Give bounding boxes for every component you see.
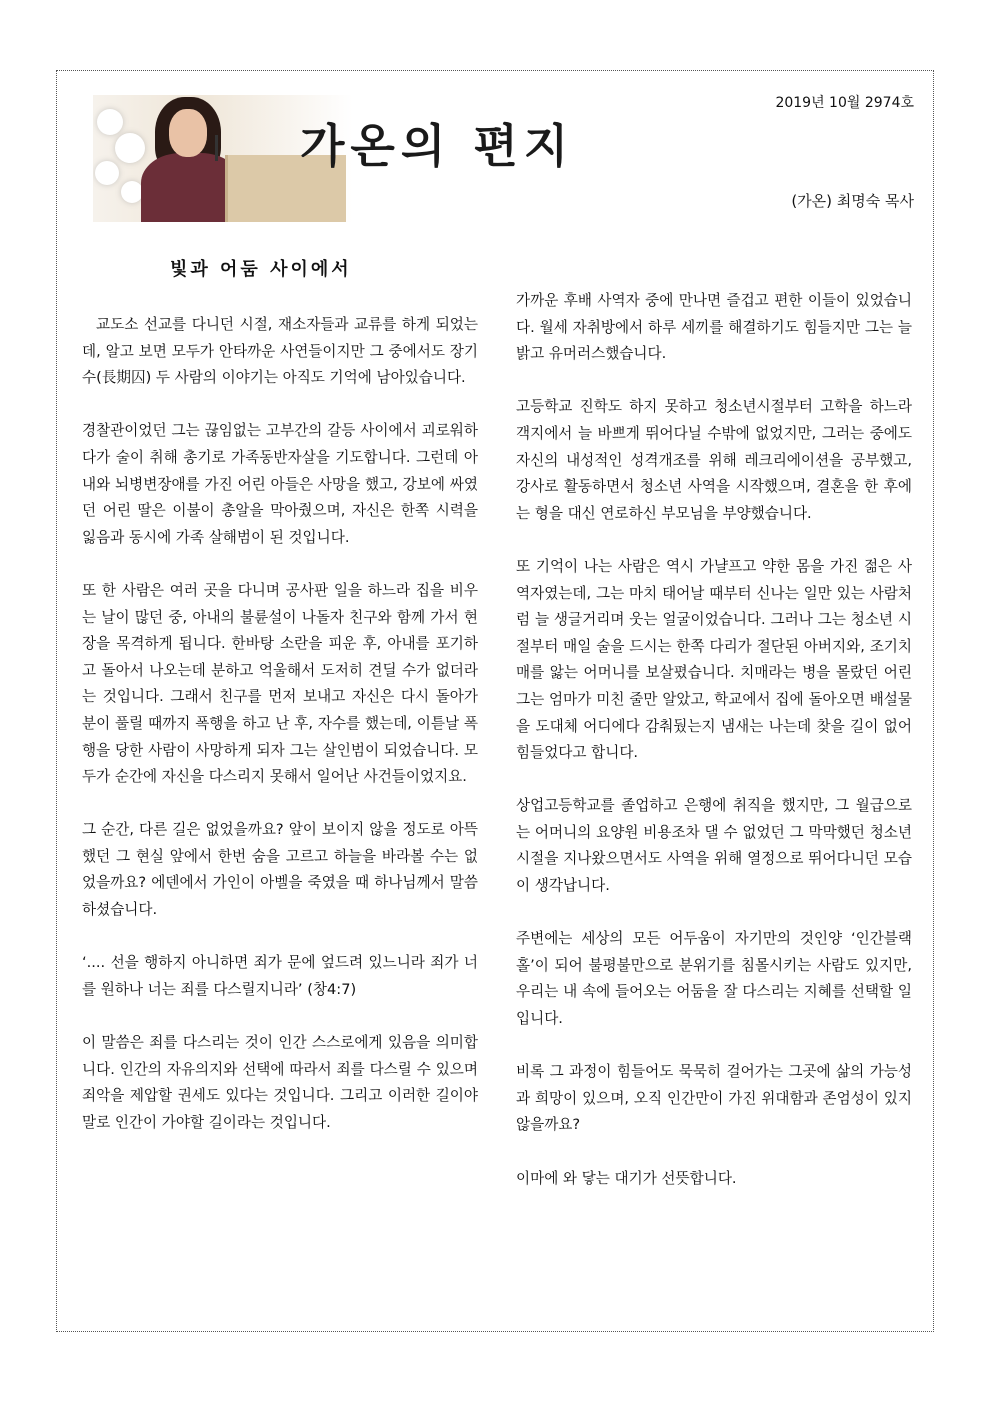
- right-column: [516, 288, 912, 1219]
- paragraph: 주변에는 세상의 모든 어두움이 자기만의 것인양 ‘인간블랙홀’이 되어 불평불만으로 분위기를 침몰시키는 사람도 있지만, 우리는 내 속에 들어오는 어둠을 잘 다스리는 지혜를 선택할 일입니다.: [516, 930, 912, 1028]
- paragraph: 비록 그 과정이 힘들어도 묵묵히 걸어가는 그곳에 삶의 가능성과 희망이 있으며, 오직 인간만이 가진 위대함과 존엄성이 있지 않을까요?: [516, 1063, 912, 1134]
- paragraph: 상업고등학교를 졸업하고 은행에 취직을 했지만, 그 월급으로는 어머니의 요양원 비용조차 댈 수 없었던 그 막막했던 청소년시절을 지나왔으면서도 사역을 위해 열정으로 뛰어다니던 모습이 생각납니다.: [516, 797, 912, 895]
- paragraph: 그 순간, 다른 길은 없었을까요? 앞이 보이지 않을 정도로 아뜩했던 그 현실 앞에서 한번 숨을 고르고 하늘을 바라볼 수는 없었을까요? 에덴에서 가인이 아벨을 죽였을 때 하나님께서 말씀하셨습니다.: [82, 821, 478, 919]
- flower-decoration: [121, 181, 143, 203]
- microphone-icon: [215, 135, 218, 161]
- paragraph: 경찰관이었던 그는 끊임없는 고부간의 갈등 사이에서 괴로워하다가 술이 취해 총기로 가족동반자살을 기도합니다. 그런데 아내와 뇌병변장애를 가진 어린 아들은 사망을 했고, 강보에 싸였던 어린 딸은 이불이 총알을 막아줬으며, 자신은 한쪽 시력을 잃음과 동시에 가족 살해범이 된 것입니다.: [82, 422, 478, 546]
- masthead-title: 가온의 편지: [300, 119, 575, 173]
- paragraph: 교도소 선교를 다니던 시절, 재소자들과 교류를 하게 되었는데, 알고 보면 모두가 안타까운 사연들이지만 그 중에서도 장기수(長期囚) 두 사람의 이야기는 아직도 기억에 남아있습니다.: [82, 316, 478, 387]
- flower-decoration: [97, 109, 123, 135]
- paragraph: 고등학교 진학도 하지 못하고 청소년시절부터 고학을 하느라 객지에서 늘 바쁘게 뛰어다닐 수밖에 없었지만, 그러는 중에도 자신의 내성적인 성격개조를 위해 레크리에이션을 공부했고, 강사로 활동하면서 청소년 사역을 시작했으며, 결혼을 한 후에는 형을 대신 연로하신 부모님을 부양했습니다.: [516, 398, 912, 522]
- paragraph: 또 기억이 나는 사람은 역시 가냘프고 약한 몸을 가진 젊은 사역자였는데, 그는 마치 태어날 때부터 신나는 일만 있는 사람처럼 늘 생글거리며 웃는 얼굴이었습니다. 그러나 그는 청소년 시절부터 매일 술을 드시는 한쪽 다리가 절단된 아버지와, 조기치매를 앓는 어머니를 보살폈습니다. 치매라는 병을 몰랐던 어린 그는 엄마가 미친 줄만 알았고, 학교에서 집에 돌아오면 배설물을 도대체 어디에다 감춰뒀는지 냄새는 나는데 찾을 길이 없어 힘들었다고 합니다.: [516, 557, 912, 762]
- paragraph: 가까운 후배 사역자 중에 만나면 즐겁고 편한 이들이 있었습니다. 월세 자취방에서 하루 세끼를 해결하기도 힘들지만 그는 늘 밝고 유머러스했습니다.: [516, 292, 912, 363]
- paragraph: 또 한 사람은 여러 곳을 다니며 공사판 일을 하느라 집을 비우는 날이 많던 중, 아내의 불륜설이 나돌자 친구와 함께 가서 현장을 목격하게 됩니다. 한바탕 소란을 피운 후, 아내를 포기하고 돌아서 나오는데 분하고 억울해서 도저히 견딜 수가 없더라는 것입니다. 그래서 친구를 먼저 보내고 자신은 다시 돌아가 분이 풀릴 때까지 폭행을 하고 난 후, 자수를 했는데, 이튿날 폭행을 당한 사람이 사망하게 되자 그는 살인범이 되었습니다. 모두가 순간에 자신을 다스리지 못해서 일어난 사건들이었지요.: [82, 581, 478, 786]
- issue-number: 2019년 10월 2974호: [775, 95, 914, 111]
- flower-decoration: [115, 133, 145, 163]
- left-column: [82, 312, 478, 1163]
- flower-decoration: [95, 161, 119, 185]
- author-name: (가온) 최명숙 목사: [791, 192, 914, 210]
- speaker-face: [169, 109, 207, 157]
- closing-line: 이마에 와 닿는 대기가 선뜻합니다.: [516, 1169, 737, 1187]
- paragraph: 이 말씀은 죄를 다스리는 것이 인간 스스로에게 있음을 의미합니다. 인간의 자유의지와 선택에 따라서 죄를 다스릴 수 있으며 죄악을 제압할 권세도 있다는 것입니다. 그리고 이러한 길이야말로 인간이 가야할 길이라는 것입니다.: [82, 1034, 478, 1131]
- article-title: 빛과 어둠 사이에서: [170, 259, 352, 280]
- scripture-quote: ‘.... 선을 행하지 아니하면 죄가 문에 엎드려 있느니라 죄가 너를 원하나 너는 죄를 다스릴지니라’ (창4:7): [82, 954, 478, 998]
